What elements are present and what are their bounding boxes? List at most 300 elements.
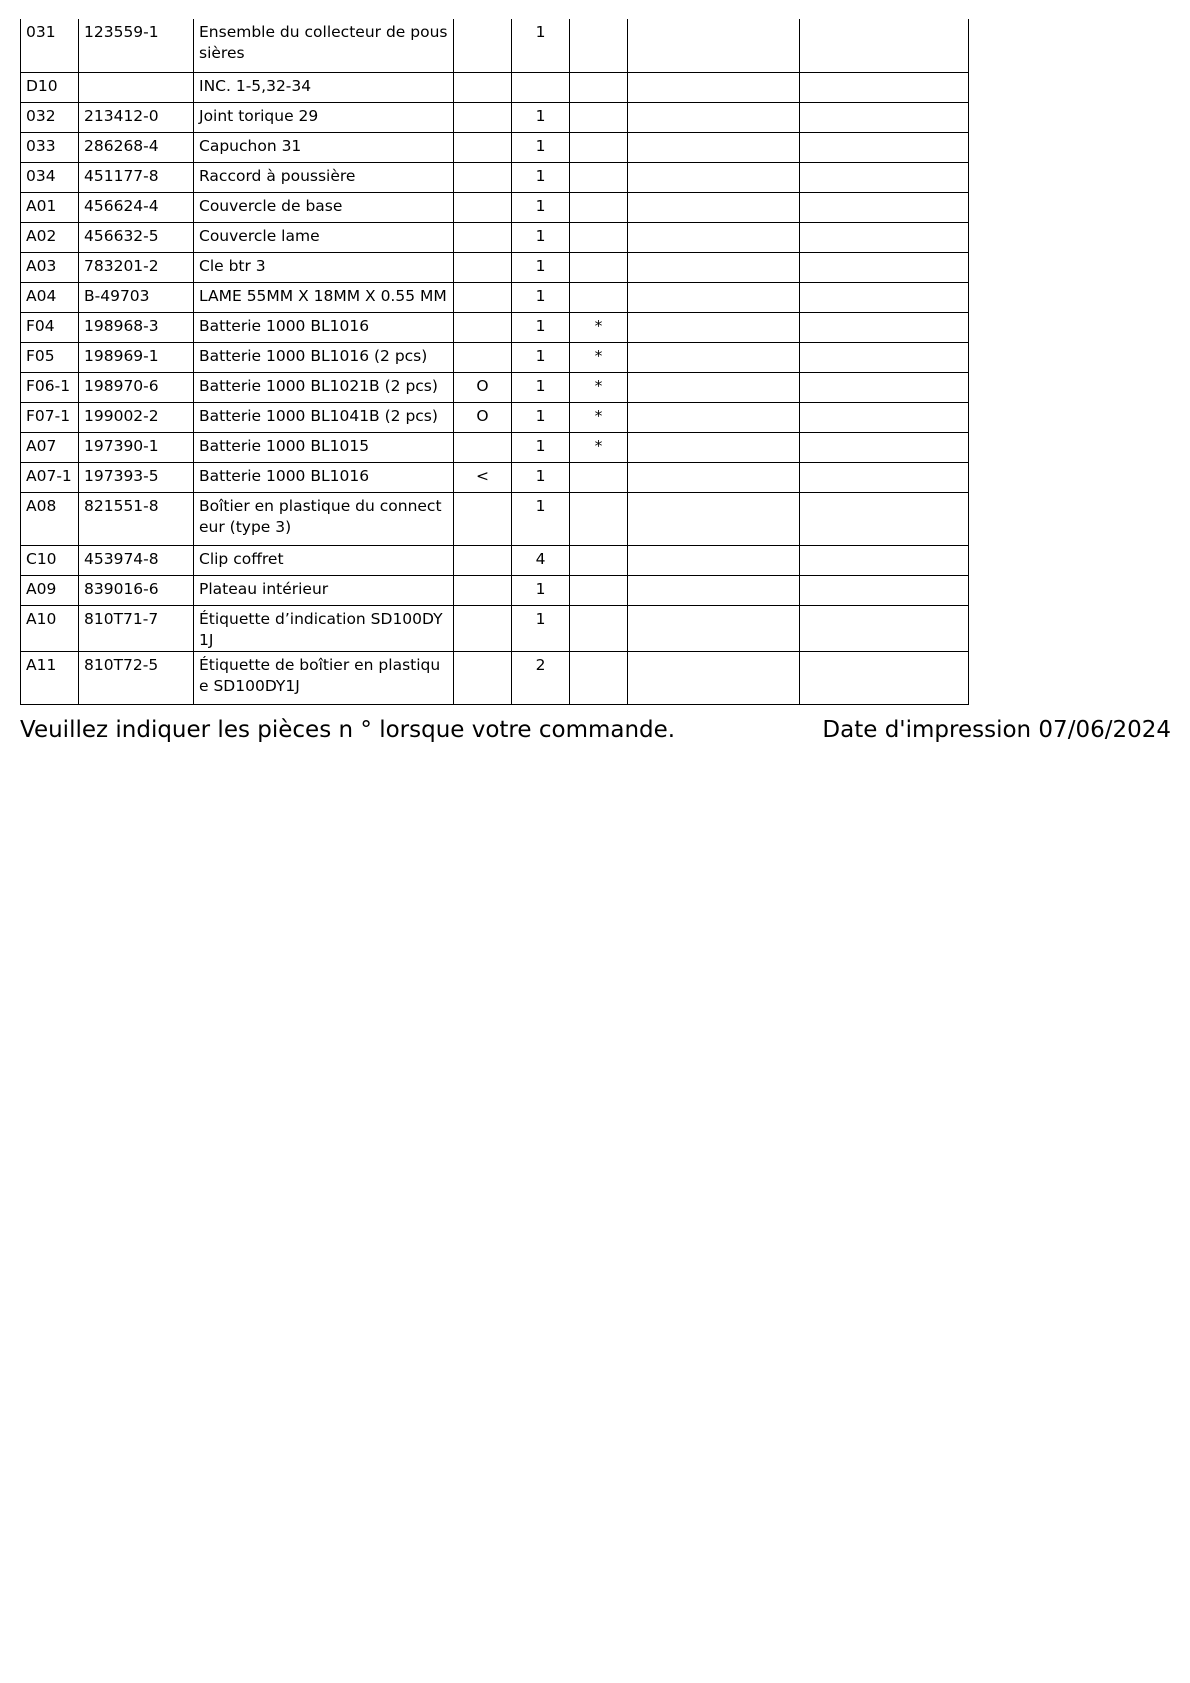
mark-cell xyxy=(570,402,628,432)
mark-cell-text xyxy=(570,163,627,166)
quantity-cell-text: 1 xyxy=(535,136,546,155)
description-cell-text: Cle btr 3 xyxy=(199,256,266,275)
print-date: Date d'impression 07/06/2024 xyxy=(822,717,1171,743)
description-cell xyxy=(194,605,454,651)
description-cell xyxy=(194,432,454,462)
item-number-cell xyxy=(21,342,79,372)
quantity-cell xyxy=(512,72,570,102)
empty-cell xyxy=(800,492,969,545)
item-number-cell xyxy=(21,222,79,252)
description-cell-text: Plateau intérieur xyxy=(199,579,329,598)
mark-cell xyxy=(570,575,628,605)
note-cell-text: O xyxy=(476,406,489,425)
description-cell-text: Raccord à poussière xyxy=(199,166,356,185)
empty-cell xyxy=(800,605,969,651)
item-number-cell-text: A03 xyxy=(26,256,57,275)
note-cell-text xyxy=(454,133,511,136)
empty-cell xyxy=(628,605,800,651)
item-number-cell xyxy=(21,432,79,462)
mark-cell xyxy=(570,492,628,545)
quantity-cell-text: 1 xyxy=(535,316,546,335)
quantity-cell xyxy=(512,651,570,704)
empty-cell xyxy=(800,102,969,132)
note-cell xyxy=(454,252,512,282)
part-number-cell-text: 197390-1 xyxy=(84,436,159,455)
item-number-cell-text: A07 xyxy=(26,436,57,455)
mark-cell xyxy=(570,605,628,651)
part-number-cell xyxy=(79,651,194,704)
mark-cell xyxy=(570,162,628,192)
part-number-cell xyxy=(79,462,194,492)
part-number-cell xyxy=(79,402,194,432)
table-row xyxy=(21,282,969,312)
part-number-cell xyxy=(79,492,194,545)
description-cell-text: Étiquette d’indication SD100DY1J xyxy=(199,609,443,649)
table-row xyxy=(21,312,969,342)
mark-cell xyxy=(570,132,628,162)
quantity-cell-text: 1 xyxy=(535,609,546,628)
description-cell xyxy=(194,372,454,402)
item-number-cell-text: A09 xyxy=(26,579,57,598)
description-cell-text: Étiquette de boîtier en plastique SD100DY1J xyxy=(199,655,441,695)
part-number-cell-text xyxy=(84,73,188,76)
description-cell-text: Ensemble du collecteur de poussières xyxy=(199,23,448,62)
description-cell-text: LAME 55MM X 18MM X 0.55 MM xyxy=(199,286,447,305)
mark-cell-text xyxy=(570,103,627,106)
item-number-cell-text: F07-1 xyxy=(26,406,71,425)
item-number-cell-text: A08 xyxy=(26,496,57,515)
table-row xyxy=(21,132,969,162)
empty-cell xyxy=(800,342,969,372)
quantity-cell xyxy=(512,575,570,605)
mark-cell-text xyxy=(570,283,627,286)
note-cell xyxy=(454,492,512,545)
part-number-cell xyxy=(79,605,194,651)
mark-cell xyxy=(570,462,628,492)
description-cell xyxy=(194,162,454,192)
mark-cell xyxy=(570,282,628,312)
item-number-cell xyxy=(21,492,79,545)
table-row xyxy=(21,192,969,222)
table-row xyxy=(21,19,969,72)
description-cell xyxy=(194,651,454,704)
quantity-cell xyxy=(512,402,570,432)
note-cell-text xyxy=(454,343,511,346)
item-number-cell-text: D10 xyxy=(26,76,58,95)
empty-cell xyxy=(628,651,800,704)
mark-cell xyxy=(570,19,628,72)
part-number-cell xyxy=(79,252,194,282)
note-cell xyxy=(454,462,512,492)
item-number-cell-text: 031 xyxy=(26,23,56,41)
empty-cell xyxy=(628,162,800,192)
part-number-cell-text: 456632-5 xyxy=(84,226,159,245)
quantity-cell xyxy=(512,432,570,462)
description-cell-text: Batterie 1000 BL1016 (2 pcs) xyxy=(199,346,428,365)
mark-cell-text xyxy=(570,606,627,609)
quantity-cell xyxy=(512,342,570,372)
quantity-cell-text: 1 xyxy=(535,256,546,275)
quantity-cell xyxy=(512,312,570,342)
mark-cell xyxy=(570,102,628,132)
item-number-cell-text: 033 xyxy=(26,136,56,155)
description-cell-text: Batterie 1000 BL1021B (2 pcs) xyxy=(199,376,438,395)
table-row xyxy=(21,162,969,192)
quantity-cell-text: 1 xyxy=(535,376,546,395)
note-cell-text xyxy=(454,103,511,106)
note-cell-text xyxy=(454,19,511,22)
empty-cell xyxy=(628,402,800,432)
mark-cell xyxy=(570,222,628,252)
empty-cell xyxy=(800,132,969,162)
mark-cell-text xyxy=(570,19,627,22)
note-cell xyxy=(454,342,512,372)
quantity-cell xyxy=(512,222,570,252)
empty-cell xyxy=(628,372,800,402)
note-cell xyxy=(454,102,512,132)
part-number-cell-text: 286268-4 xyxy=(84,136,159,155)
mark-cell-text xyxy=(570,253,627,256)
empty-cell xyxy=(628,19,800,72)
item-number-cell-text: F06-1 xyxy=(26,376,71,395)
empty-cell xyxy=(800,162,969,192)
table-row xyxy=(21,222,969,252)
part-number-cell xyxy=(79,575,194,605)
description-cell-text: Batterie 1000 BL1016 xyxy=(199,466,370,485)
mark-cell-text xyxy=(570,652,627,655)
quantity-cell xyxy=(512,162,570,192)
note-cell-text xyxy=(454,606,511,609)
empty-cell xyxy=(800,372,969,402)
table-row xyxy=(21,102,969,132)
mark-cell xyxy=(570,545,628,575)
description-cell xyxy=(194,312,454,342)
part-number-cell xyxy=(79,222,194,252)
mark-cell-text xyxy=(570,73,627,76)
mark-cell-text xyxy=(570,576,627,579)
part-number-cell xyxy=(79,192,194,222)
description-cell-text: Batterie 1000 BL1016 xyxy=(199,316,370,335)
note-cell-text xyxy=(454,576,511,579)
part-number-cell xyxy=(79,545,194,575)
quantity-cell xyxy=(512,372,570,402)
description-cell xyxy=(194,192,454,222)
part-number-cell-text: 198970-6 xyxy=(84,376,159,395)
item-number-cell-text: F05 xyxy=(26,346,55,365)
table-row xyxy=(21,651,969,704)
item-number-cell xyxy=(21,545,79,575)
part-number-cell xyxy=(79,19,194,72)
part-number-cell-text: 123559-1 xyxy=(84,23,159,41)
description-cell xyxy=(194,19,454,72)
empty-cell xyxy=(628,312,800,342)
quantity-cell-text: 1 xyxy=(535,23,546,41)
note-cell xyxy=(454,222,512,252)
note-cell xyxy=(454,402,512,432)
mark-cell-text xyxy=(570,463,627,466)
mark-cell-text: * xyxy=(594,376,603,395)
part-number-cell-text: 810T72-5 xyxy=(84,655,159,674)
empty-cell xyxy=(628,545,800,575)
note-cell xyxy=(454,432,512,462)
description-cell-text: Couvercle lame xyxy=(199,226,320,245)
quantity-cell-text xyxy=(512,73,569,76)
empty-cell xyxy=(800,282,969,312)
part-number-cell-text: 783201-2 xyxy=(84,256,159,275)
empty-cell xyxy=(628,252,800,282)
item-number-cell-text: A11 xyxy=(26,655,57,674)
note-cell-text xyxy=(454,163,511,166)
mark-cell-text: * xyxy=(594,436,603,455)
item-number-cell-text: 034 xyxy=(26,166,56,185)
note-cell-text xyxy=(454,223,511,226)
item-number-cell-text: C10 xyxy=(26,549,57,568)
item-number-cell-text: 032 xyxy=(26,106,56,125)
table-row xyxy=(21,342,969,372)
mark-cell-text: * xyxy=(594,346,603,365)
quantity-cell-text: 4 xyxy=(535,549,546,568)
description-cell xyxy=(194,282,454,312)
description-cell xyxy=(194,72,454,102)
part-number-cell xyxy=(79,102,194,132)
part-number-cell xyxy=(79,282,194,312)
part-number-cell-text: 213412-0 xyxy=(84,106,159,125)
item-number-cell xyxy=(21,575,79,605)
empty-cell xyxy=(628,192,800,222)
quantity-cell-text: 1 xyxy=(535,226,546,245)
empty-cell xyxy=(628,72,800,102)
note-cell xyxy=(454,372,512,402)
note-cell-text xyxy=(454,546,511,549)
mark-cell-text: * xyxy=(594,316,603,335)
description-cell-text: Boîtier en plastique du connecteur (type 3) xyxy=(199,496,442,536)
note-cell-text xyxy=(454,193,511,196)
part-number-cell xyxy=(79,312,194,342)
empty-cell xyxy=(628,432,800,462)
empty-cell xyxy=(800,72,969,102)
description-cell xyxy=(194,545,454,575)
quantity-cell xyxy=(512,282,570,312)
note-cell-text xyxy=(454,493,511,496)
quantity-cell xyxy=(512,102,570,132)
quantity-cell-text: 1 xyxy=(535,579,546,598)
part-number-cell-text: 839016-6 xyxy=(84,579,159,598)
table-row xyxy=(21,462,969,492)
empty-cell xyxy=(628,222,800,252)
item-number-cell-text: A07-1 xyxy=(26,466,72,485)
item-number-cell xyxy=(21,605,79,651)
part-number-cell-text: 197393-5 xyxy=(84,466,159,485)
empty-cell xyxy=(800,222,969,252)
part-number-cell-text: 456624-4 xyxy=(84,196,159,215)
part-number-cell xyxy=(79,372,194,402)
description-cell xyxy=(194,462,454,492)
part-number-cell xyxy=(79,72,194,102)
empty-cell xyxy=(800,192,969,222)
quantity-cell xyxy=(512,462,570,492)
mark-cell-text xyxy=(570,193,627,196)
order-instruction-note: Veuillez indiquer les pièces n ° lorsque votre commande. xyxy=(20,717,676,743)
note-cell-text xyxy=(454,313,511,316)
part-number-cell-text: B-49703 xyxy=(84,286,150,305)
item-number-cell xyxy=(21,651,79,704)
quantity-cell-text: 1 xyxy=(535,286,546,305)
part-number-cell-text: 810T71-7 xyxy=(84,609,159,628)
note-cell-text xyxy=(454,652,511,655)
mark-cell-text: * xyxy=(594,406,603,425)
note-cell xyxy=(454,651,512,704)
quantity-cell-text: 1 xyxy=(535,466,546,485)
empty-cell xyxy=(800,402,969,432)
quantity-cell xyxy=(512,132,570,162)
description-cell xyxy=(194,342,454,372)
quantity-cell xyxy=(512,605,570,651)
empty-cell xyxy=(800,462,969,492)
item-number-cell-text: A04 xyxy=(26,286,57,305)
empty-cell xyxy=(628,492,800,545)
mark-cell xyxy=(570,432,628,462)
part-number-cell-text: 453974-8 xyxy=(84,549,159,568)
item-number-cell xyxy=(21,282,79,312)
part-number-cell xyxy=(79,162,194,192)
item-number-cell xyxy=(21,462,79,492)
description-cell xyxy=(194,132,454,162)
mark-cell-text xyxy=(570,133,627,136)
note-cell xyxy=(454,192,512,222)
note-cell-text xyxy=(454,253,511,256)
quantity-cell xyxy=(512,545,570,575)
description-cell xyxy=(194,492,454,545)
description-cell-text: Clip coffret xyxy=(199,549,284,568)
mark-cell-text xyxy=(570,493,627,496)
mark-cell xyxy=(570,192,628,222)
quantity-cell xyxy=(512,19,570,72)
part-number-cell xyxy=(79,342,194,372)
note-cell-text xyxy=(454,73,511,76)
mark-cell-text xyxy=(570,223,627,226)
mark-cell xyxy=(570,372,628,402)
description-cell-text: Capuchon 31 xyxy=(199,136,302,155)
note-cell-text: O xyxy=(476,376,489,395)
part-number-cell xyxy=(79,132,194,162)
empty-cell xyxy=(628,575,800,605)
empty-cell xyxy=(628,102,800,132)
part-number-cell-text: 199002-2 xyxy=(84,406,159,425)
quantity-cell-text: 1 xyxy=(535,346,546,365)
description-cell xyxy=(194,222,454,252)
item-number-cell xyxy=(21,402,79,432)
item-number-cell xyxy=(21,192,79,222)
quantity-cell xyxy=(512,492,570,545)
table-row xyxy=(21,402,969,432)
parts-table-body xyxy=(21,19,969,704)
description-cell xyxy=(194,252,454,282)
note-cell xyxy=(454,312,512,342)
part-number-cell xyxy=(79,432,194,462)
item-number-cell xyxy=(21,312,79,342)
part-number-cell-text: 451177-8 xyxy=(84,166,159,185)
table-row xyxy=(21,372,969,402)
empty-cell xyxy=(800,312,969,342)
note-cell xyxy=(454,162,512,192)
quantity-cell-text: 1 xyxy=(535,406,546,425)
empty-cell xyxy=(800,545,969,575)
note-cell-text: < xyxy=(476,466,489,485)
quantity-cell-text: 1 xyxy=(535,166,546,185)
mark-cell xyxy=(570,651,628,704)
empty-cell xyxy=(800,651,969,704)
description-cell-text: Batterie 1000 BL1015 xyxy=(199,436,370,455)
table-row xyxy=(21,492,969,545)
parts-table xyxy=(20,19,969,705)
item-number-cell xyxy=(21,132,79,162)
table-row xyxy=(21,605,969,651)
table-row xyxy=(21,575,969,605)
description-cell xyxy=(194,575,454,605)
quantity-cell-text: 2 xyxy=(535,655,546,674)
part-number-cell-text: 821551-8 xyxy=(84,496,159,515)
mark-cell-text xyxy=(570,546,627,549)
note-cell xyxy=(454,282,512,312)
quantity-cell-text: 1 xyxy=(535,496,546,515)
item-number-cell xyxy=(21,102,79,132)
item-number-cell xyxy=(21,162,79,192)
quantity-cell-text: 1 xyxy=(535,106,546,125)
mark-cell xyxy=(570,252,628,282)
note-cell xyxy=(454,72,512,102)
description-cell-text: Couvercle de base xyxy=(199,196,343,215)
note-cell xyxy=(454,545,512,575)
mark-cell xyxy=(570,72,628,102)
description-cell xyxy=(194,402,454,432)
item-number-cell xyxy=(21,372,79,402)
part-number-cell-text: 198969-1 xyxy=(84,346,159,365)
item-number-cell-text: A02 xyxy=(26,226,57,245)
empty-cell xyxy=(800,432,969,462)
description-cell-text: Batterie 1000 BL1041B (2 pcs) xyxy=(199,406,438,425)
description-cell-text: Joint torique 29 xyxy=(199,106,319,125)
quantity-cell xyxy=(512,252,570,282)
item-number-cell xyxy=(21,252,79,282)
item-number-cell xyxy=(21,19,79,72)
table-row xyxy=(21,432,969,462)
empty-cell xyxy=(800,19,969,72)
note-cell-text xyxy=(454,283,511,286)
description-cell xyxy=(194,102,454,132)
empty-cell xyxy=(628,342,800,372)
empty-cell xyxy=(628,282,800,312)
part-number-cell-text: 198968-3 xyxy=(84,316,159,335)
empty-cell xyxy=(628,462,800,492)
note-cell xyxy=(454,605,512,651)
note-cell xyxy=(454,575,512,605)
note-cell-text xyxy=(454,433,511,436)
item-number-cell-text: F04 xyxy=(26,316,55,335)
item-number-cell-text: A10 xyxy=(26,609,57,628)
quantity-cell-text: 1 xyxy=(535,196,546,215)
item-number-cell-text: A01 xyxy=(26,196,57,215)
table-row xyxy=(21,545,969,575)
note-cell xyxy=(454,19,512,72)
table-row xyxy=(21,72,969,102)
item-number-cell xyxy=(21,72,79,102)
note-cell xyxy=(454,132,512,162)
quantity-cell-text: 1 xyxy=(535,436,546,455)
mark-cell xyxy=(570,342,628,372)
table-row xyxy=(21,252,969,282)
empty-cell xyxy=(800,252,969,282)
quantity-cell xyxy=(512,192,570,222)
